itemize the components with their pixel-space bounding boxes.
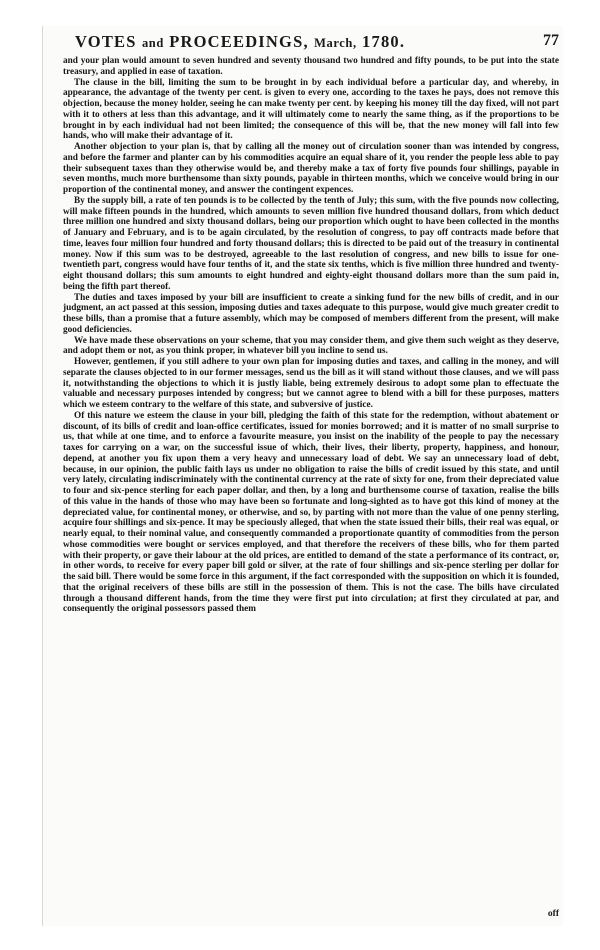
title-proceedings: PROCEEDINGS, [169, 32, 309, 51]
title-month: March, [314, 36, 357, 50]
title-votes: VOTES [75, 32, 137, 51]
paragraph: We have made these observations on your scheme, that you may consider them, and give them such weight as they deserve, and adopt them or not, as you think proper, in whatever bill you incline to send us. [63, 335, 559, 357]
paragraph: However, gentlemen, if you still adhere to your own plan for imposing duties and taxes, and calling in the money, and will separate the clauses objected to in our former messages, send us the bill as it will stand without those clauses, and we will pass it, notwithstanding the objections to which it is justly liable, being extremely desirous to adopt some plan to effectuate the valuable and necessary purposes intended by congress; but we cannot agree to blend with a bill for these purposes, matters which we esteem contrary to the welfare of this state, and subversive of justice. [63, 357, 559, 410]
paragraph: and your plan would amount to seven hundred and seventy thousand two hundred and fifty pounds, to be put into the state treasury, and applied in ease of taxation. [63, 56, 559, 77]
title-year: 1780. [362, 32, 406, 51]
book-page [42, 26, 563, 926]
catchword: off [547, 909, 559, 919]
running-header [65, 32, 559, 54]
paragraph: By the supply bill, a rate of ten pounds is to be collected by the tenth of July; this sum, with the five pounds now collecting, will make fifteen pounds in the hundred, which amounts to seven million five hundred thousand dollars, from which deduct three million one hundred and sixty thousand dollars, being our proportion which ought to have been collected in the months of January and February, and is to be again circulated, by the resolution of congress, to pay off contracts made before that time, leaves four million four hundred and forty thousand dollars; this is directed to be paid out of the treasury in continental money. Now if this sum was to be destroyed, agreeable to the last resolution of congress, and new bills to issue for one-twentieth part, congress would have four tenths of it, and the state six tenths, which is five million three hundred and twenty-eight thousand dollars; this sum amounts to eight hundred and eighty-eight thousand dollars more than the sum paid in, being the fifth part thereof. [63, 195, 559, 292]
paragraph: The clause in the bill, limiting the sum to be brought in by each individual before a particular day, and whereby, in appearance, the advantage of the twenty per cent. is given to every one, according to the taxes he pays, does not remove this objection, because the money holder, seeing he can make twenty per cent. by keeping his money till the day fixed, will not part with it to others at less than this advantage, and it will ultimately come to nearly the same thing, as if the proportions to be brought in by each individual had not been limited; the consequence of this will be, that the new money will fall into few hands, who will make their advantage of it. [63, 77, 559, 142]
paragraph: The duties and taxes imposed by your bill are insufficient to create a sinking fund for the new bills of credit, and in our judgment, an act passed at this session, imposing duties and taxes adequate to this purpose, would give much greater credit to these bills, than a promise that a future assembly, which may be composed of members different from the present, will make good deficiencies. [63, 292, 559, 335]
paragraph: Of this nature we esteem the clause in your bill, pledging the faith of this state for the redemption, without abatement or discount, of its bills of credit and loan-office certificates, issued for monies borrowed; and it is matter of no small surprise to us, that while at one time, and to enforce a favourite measure, you insist on the inability of the people to pay the necessary taxes for carrying on a war, on the successful issue of which, their lives, their liberty, property, happiness, and honour, depend, at another you fix upon them a very heavy and unnecessary load of debt. We say an unnecessary load of debt, because, in our opinion, the public faith lays us under no obligation to raise the bills of credit issued by this state, and until very lately, circulating indiscriminately with the continental currency at the rate of sixty for one, from their depreciated value to four and six-pence sterling for each paper dollar, and then, by a long and burthensome course of taxation, realise the bills of this value in the hands of those who may have been so fortunate and long-sighted as to have got this kind of money at the depreciated value, for continental money, or otherwise, and so, by parting with not more than the value of one penny sterling, acquire four shillings and six-pence. It may be speciously alleged, that when the state issued their bills, their real was equal, or nearly equal, to their nominal value, and consequently commanded a proportionate quantity of commodities from the person whose commodities were bought or services employed, and that therefore the receivers of these bills, who for them parted with their property, or gave their labour at the old prices, are entitled to demand of the state a performance of its contract, or, in other words, to receive for every paper bill gold or silver, at the rate of four shillings and six-pence sterling per dollar for the said bill. There would be some force in this argument, if the fact corresponded with the supposition on which it is founded, that the original receivers of these bills are still in the possession of them. This is not the case. The bills have circulated through a thousand different hands, from the time they were first put into circulation; at first they circulated at par, and consequently the original possessors passed them [63, 410, 559, 615]
paragraph: Another objection to your plan is, that by calling all the money out of circulation sooner than was intended by congress, and before the farmer and planter can by his commodities acquire an equal share of it, you render the people less able to pay their subsequent taxes than they otherwise would be, and thereby make a tax of forty five pounds four shillings, payable in seven months, much more burthensome than sixty pounds, payable in thirteen months, which we conceive would bring in our proportion of the continental money, and answer the contingent expences. [63, 142, 559, 195]
body-text [63, 56, 559, 615]
page-number: 77 [543, 32, 559, 49]
running-title [75, 32, 405, 52]
title-and: and [141, 36, 164, 50]
